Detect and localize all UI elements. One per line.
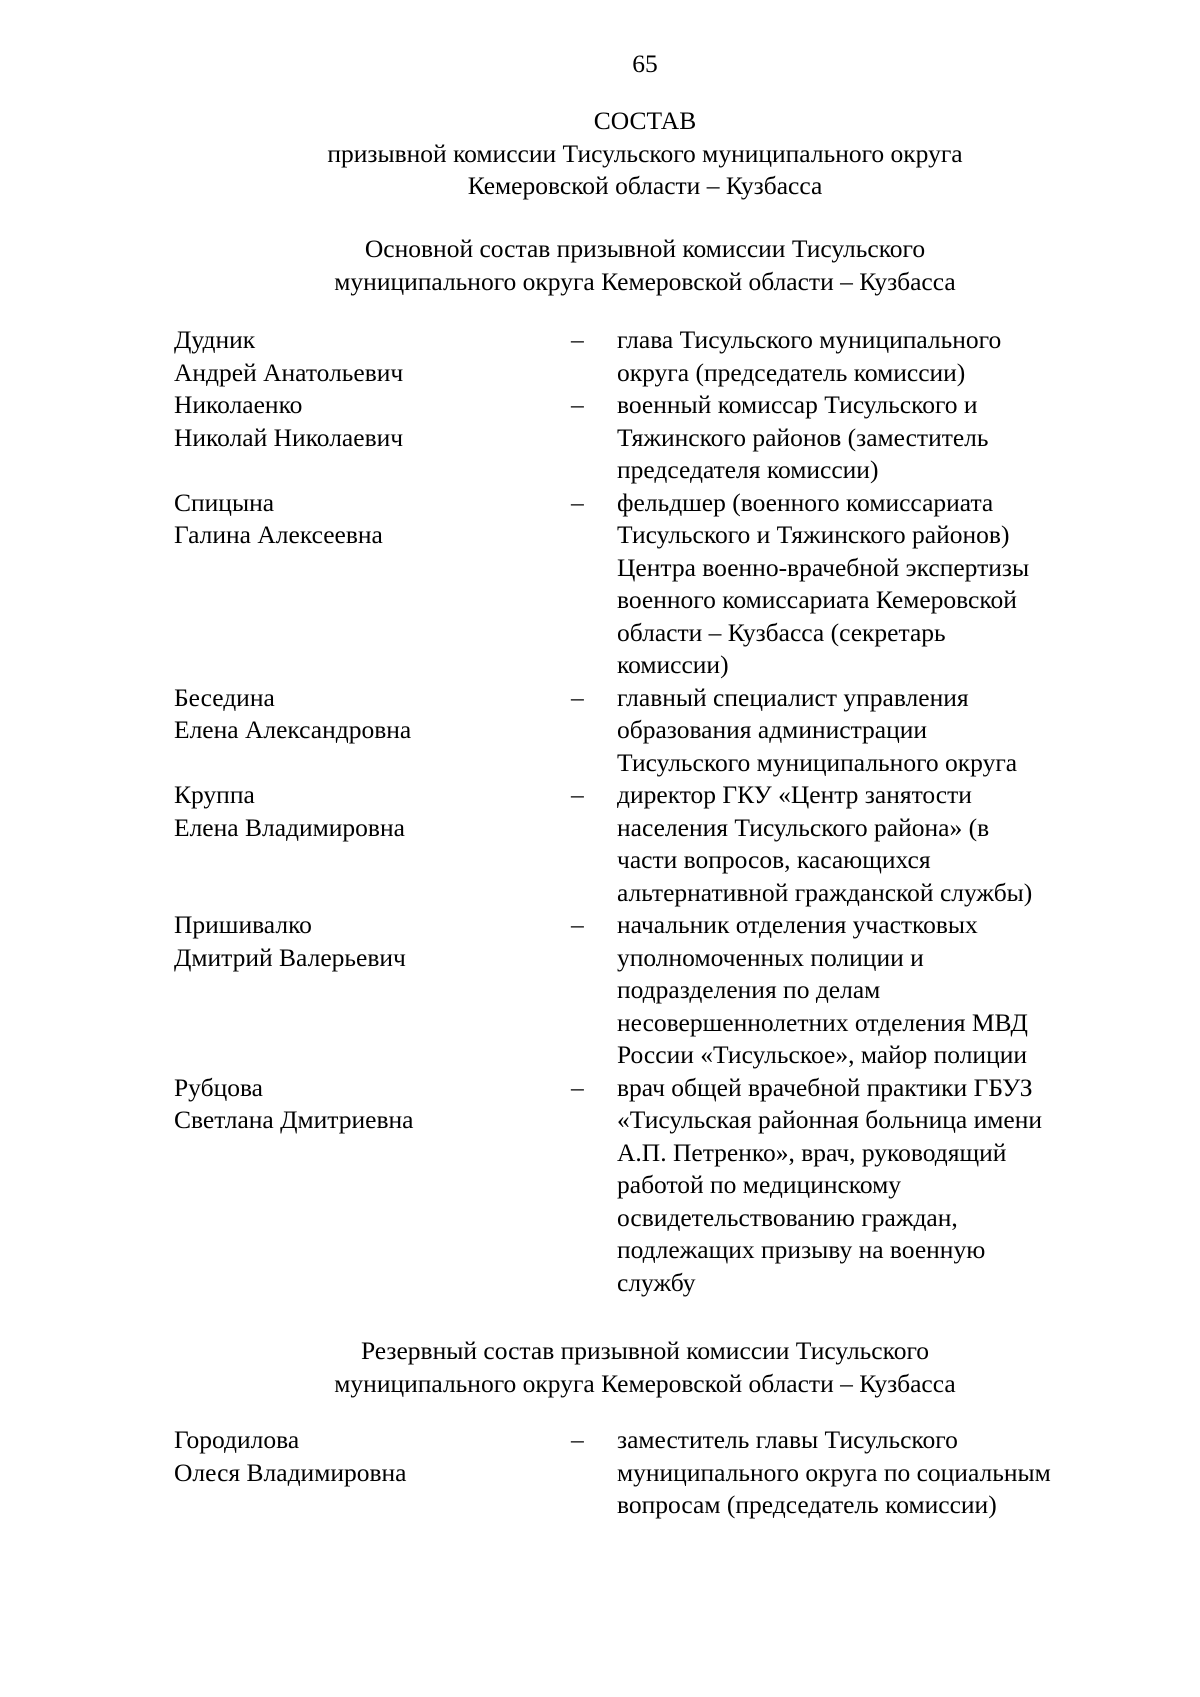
member-role bbox=[617, 909, 1117, 1072]
member-name bbox=[174, 1424, 571, 1489]
role-line: образования администрации bbox=[617, 715, 928, 744]
member-surname: Николаенко bbox=[174, 390, 303, 419]
role-line: подразделения по делам bbox=[617, 975, 881, 1004]
member-row bbox=[174, 324, 1134, 389]
document-header bbox=[0, 105, 1200, 203]
member-role bbox=[617, 1424, 1117, 1522]
role-line: А.П. Петренко», врач, руководящий bbox=[617, 1137, 1007, 1167]
member-row bbox=[174, 487, 1134, 682]
role-line: работой по медицинскому bbox=[617, 1170, 902, 1199]
member-row bbox=[174, 1424, 1134, 1522]
role-line: округа (председатель комиссии) bbox=[617, 357, 966, 387]
member-role bbox=[617, 324, 1117, 389]
member-given-name: Елена Владимировна bbox=[174, 812, 405, 842]
member-role bbox=[617, 779, 1117, 909]
role-line: области – Кузбасса (секретарь bbox=[617, 617, 946, 647]
role-line: председателя комиссии) bbox=[617, 455, 879, 484]
section-heading-line: Основной состав призывной комиссии Тисульского bbox=[364, 234, 926, 263]
member-surname: Рубцова bbox=[174, 1072, 263, 1102]
section-heading-line: Резервный состав призывной комиссии Тисульского bbox=[360, 1336, 930, 1365]
member-role bbox=[617, 682, 1117, 780]
member-row bbox=[174, 909, 1134, 1072]
member-name bbox=[174, 682, 571, 747]
role-line: комиссии) bbox=[617, 650, 729, 679]
role-line: Тисульского и Тяжинского районов) bbox=[617, 520, 1010, 549]
role-line: директор ГКУ «Центр занятости bbox=[617, 780, 972, 809]
member-row bbox=[174, 389, 1134, 487]
role-line: освидетельствованию граждан, bbox=[617, 1202, 958, 1232]
role-line: врач общей врачебной практики ГБУЗ bbox=[617, 1072, 1033, 1102]
document-title: СОСТАВ bbox=[593, 106, 697, 135]
member-surname: Круппа bbox=[174, 780, 255, 809]
member-surname: Дудник bbox=[174, 325, 256, 354]
member-role bbox=[617, 1072, 1117, 1300]
document-subtitle-line: призывной комиссии Тисульского муниципального округа bbox=[327, 138, 963, 168]
member-given-name: Елена Александровна bbox=[174, 715, 412, 744]
role-line: глава Тисульского муниципального bbox=[617, 325, 1002, 354]
member-name bbox=[174, 487, 571, 552]
role-line: части вопросов, касающихся bbox=[617, 845, 931, 874]
role-line: военный комиссар Тисульского и bbox=[617, 390, 978, 419]
role-line: муниципального округа по социальным bbox=[617, 1457, 1051, 1487]
member-given-name: Дмитрий Валерьевич bbox=[174, 942, 406, 972]
role-line: Тяжинского районов (заместитель bbox=[617, 422, 989, 452]
role-line: службу bbox=[617, 1267, 696, 1297]
member-dash: – bbox=[571, 325, 584, 354]
member-row bbox=[174, 682, 1134, 780]
role-line: начальник отделения участковых bbox=[617, 910, 978, 939]
member-dash: – bbox=[571, 390, 584, 419]
member-dash: – bbox=[571, 1425, 584, 1454]
member-name bbox=[174, 324, 571, 389]
member-role bbox=[617, 389, 1117, 487]
role-line: России «Тисульское», майор полиции bbox=[617, 1040, 1028, 1069]
reserve-members-list bbox=[174, 1424, 1134, 1522]
member-surname: Пришивалко bbox=[174, 910, 312, 939]
main-section-heading bbox=[0, 233, 1200, 298]
role-line: главный специалист управления bbox=[617, 682, 969, 712]
member-dash: – bbox=[571, 780, 584, 809]
member-dash: – bbox=[571, 910, 584, 939]
member-dash: – bbox=[571, 487, 584, 517]
section-heading-line: муниципального округа Кемеровской области – Кузбасса bbox=[334, 1368, 956, 1398]
page-number: 65 bbox=[632, 49, 658, 78]
member-role bbox=[617, 487, 1117, 682]
member-surname: Городилова bbox=[174, 1425, 300, 1454]
main-members-list bbox=[174, 324, 1134, 1299]
role-line: уполномоченных полиции и bbox=[617, 942, 924, 972]
member-given-name: Андрей Анатольевич bbox=[174, 357, 404, 387]
member-row bbox=[174, 1072, 1134, 1300]
document-subtitle-line: Кемеровской области – Кузбасса bbox=[467, 171, 823, 200]
role-line: населения Тисульского района» (в bbox=[617, 812, 990, 842]
role-line: альтернативной гражданской службы) bbox=[617, 877, 1033, 907]
member-surname: Беседина bbox=[174, 682, 275, 712]
reserve-section-heading bbox=[0, 1335, 1200, 1400]
member-name bbox=[174, 389, 571, 454]
role-line: военного комиссариата Кемеровской bbox=[617, 585, 1017, 614]
section-heading-line: муниципального округа Кемеровской области – Кузбасса bbox=[334, 266, 956, 296]
member-dash: – bbox=[571, 682, 584, 712]
member-given-name: Галина Алексеевна bbox=[174, 520, 383, 549]
role-line: заместитель главы Тисульского bbox=[617, 1425, 958, 1454]
member-surname: Спицына bbox=[174, 487, 275, 517]
member-name bbox=[174, 779, 571, 844]
member-name bbox=[174, 909, 571, 974]
member-given-name: Николай Николаевич bbox=[174, 422, 404, 452]
member-dash: – bbox=[571, 1072, 584, 1102]
member-given-name: Светлана Дмитриевна bbox=[174, 1105, 414, 1134]
role-line: фельдшер (военного комиссариата bbox=[617, 487, 994, 517]
member-name bbox=[174, 1072, 571, 1137]
role-line: Центра военно-врачебной экспертизы bbox=[617, 552, 1030, 582]
role-line: Тисульского муниципального округа bbox=[617, 747, 1018, 777]
role-line: «Тисульская районная больница имени bbox=[617, 1105, 1042, 1134]
role-line: вопросам (председатель комиссии) bbox=[617, 1490, 997, 1519]
role-line: несовершеннолетних отделения МВД bbox=[617, 1007, 1028, 1037]
role-line: подлежащих призыву на военную bbox=[617, 1235, 986, 1264]
member-row bbox=[174, 779, 1134, 909]
member-given-name: Олеся Владимировна bbox=[174, 1457, 407, 1487]
